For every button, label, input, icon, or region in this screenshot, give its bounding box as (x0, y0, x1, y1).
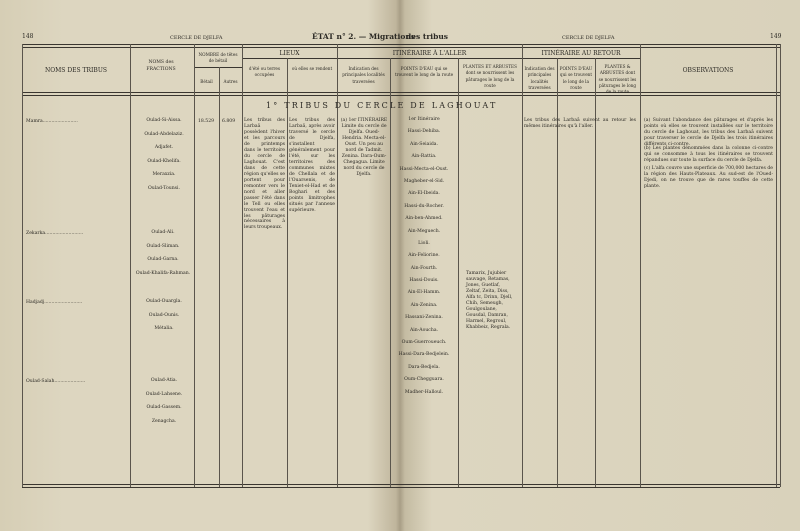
col-retour-localites: Indication des principales localités traversées (524, 66, 555, 90)
water-point: Ain-Aoucha. (409, 327, 439, 333)
water-point: Dara-Bedjela. (408, 364, 440, 370)
water-point: 1er Itinéraire (408, 117, 440, 122)
tribe-name: Mamra........................ (26, 119, 78, 124)
water-point: Ain-Zenina. (410, 302, 438, 308)
col-lieux-rendent: où elles se rendent (291, 66, 333, 71)
tribe-name: Hadjadj.......................... (26, 300, 83, 305)
fraction-item: Oulad-Garna. (147, 257, 179, 263)
tribe-name: Zekarka.......................... (26, 231, 84, 236)
fraction-item: Zenagcha. (151, 418, 177, 424)
plantes-aller-text: Tamarix, Jujubier sauvage, Retamas, Jones, Guetlaf, Zeltaf, Zeita, Diss, Alfa tc, Drinn, Djell, Chih, Semeugh, Goulgoulane, Gousdal, Damran, Harmel, Regroul, Khabbeiz, Regrala. (466, 271, 513, 330)
fraction-item: Adjafet. (154, 145, 174, 151)
fraction-item: Oulad-Khelifa. (147, 158, 181, 164)
left-page-number: 148 (22, 33, 34, 40)
col-lieux: LIEUX (279, 50, 300, 57)
observation-a: (a) Suivant l'abondance des pâturages et d'après les points où elles se trouvent installées sur le territoire du cercle de Laghouat, les tribus des Larbaâ suivent pour traverser le cercle de Djelfa les trois itinéraires différents ci-contre. (644, 118, 773, 147)
observation-c: (c) L'alfa couvre une superficie de 700,000 hectares de la région des Hauts-Plateaux. Au sud-est de l'Oued-Djedi, on ne trouve que de rares touffes de cette plante. (644, 166, 773, 189)
col-retour-points-eau: POINTS D'EAU qui se trouvent le long de la route (559, 66, 593, 90)
retour-localites-text: Les tribus des Larbaâ suivent au retour les mêmes itinéraires qu'à l'aller. (524, 118, 636, 129)
col-aller-points-eau: POINTS D'EAU qui se trouvent le long de la route (394, 66, 454, 78)
water-point: Hassi-Dehiba. (407, 129, 441, 135)
fraction-list (136, 299, 192, 340)
table-title-part2: des tribus (406, 32, 449, 41)
water-point: Ain-Fourth. (410, 265, 438, 271)
lieux-ete-text: Les tribus des Larbaâ possèdent l'hiver et les parcours de printemps dans le territoire du cercle de Laghouat. C'est dans de cette région qu'elles se portent pour remonter vers le nord et aller passer l'été dans le Tell ou elles trouvent l'eau et les pâturages nécessaires à leurs troupeaux. (244, 118, 285, 231)
fraction-list (136, 378, 192, 432)
aller-localites-text: (a) 1er ITINÉRAIRE Limite du cercle de Djelfa. Oued-Hendria. Mecta-el-Oust. Un peu au nord de Tadmit. Zenina. Dara-Oum-Chegagua. Limite nord du cercle de Djelfa. (340, 118, 388, 177)
fraction-item: Oulad-Abdelaziz. (144, 131, 184, 137)
fraction-item: Oulad-Si-Aissa. (146, 118, 182, 123)
water-point: Madher-Halloul. (404, 389, 444, 395)
water-point: Ain-El-Ibeida. (408, 191, 440, 197)
col-nombre: NOMBRE de têtes de bétail (198, 52, 238, 64)
fraction-item: Oulad-Ouargla. (146, 299, 182, 304)
table-title-part1: ÉTAT n° 2. — Migrations (312, 32, 416, 41)
water-point: Hassi-Douis. (409, 278, 439, 284)
col-aller-localites: Indication des principales localités traversées (342, 66, 385, 84)
col-observations: OBSERVATIONS (682, 67, 734, 74)
col-nombre-betail: Bétail (200, 79, 213, 84)
right-running-head: CERCLE DE DJELFA (562, 35, 615, 41)
water-point: Oum-Chegguara. (404, 377, 444, 383)
fraction-item: Meraxzia. (152, 172, 176, 178)
fraction-item: Oulad-Ali. (151, 230, 175, 235)
col-lieux-ete: d'été ou terres occupées (248, 66, 281, 78)
col-retour-plantes: PLANTES & ARBUSTES dont se nourrissent les pâturages le long de la route (598, 64, 637, 95)
water-point: Lioli. (418, 240, 430, 246)
fraction-item: Oulad-Tounsi. (148, 185, 180, 191)
tribe-name: Oulad-Salah..................... (26, 379, 86, 384)
water-point: Ain-El-Hamm. (407, 290, 441, 296)
water-point: Hassi-Dara-Bedjelein. (398, 352, 450, 358)
fraction-item: Oulad-Khalifa-Rahman. (135, 270, 191, 276)
col-itineraire-retour: ITINÉRAIRE AU RETOUR (541, 50, 621, 57)
section-title: 1° TRIBUS DU CERCLE DE LAGHOUAT (266, 101, 498, 110)
col-itineraire-aller: ITINÉRAIRE À L'ALLER (392, 50, 467, 57)
fraction-list (134, 230, 192, 284)
fraction-item: Oulad-Lahsene. (145, 391, 183, 397)
left-running-head: CERCLE DE DJELFA (170, 35, 223, 41)
fraction-item: Oulad-Ounis. (148, 312, 180, 318)
water-point: Hassi-Mecta-el-Oust. (399, 166, 449, 172)
col-nombre-autres: Autres (223, 79, 238, 84)
lieux-rendent-text: Les tribus des Larbaâ, après avoir traversé le cercle de Djelfa, s'installent généralement pour l'été, sur les territoires des communes mixtes de Chellala et de l'Ouarsenis, de Teniet-el-Had et de Boghari et des points limitrophes situés par l'annexe supérieure. (289, 118, 335, 213)
observation-b: (b) Les plantes dénommées dans la colonne ci-contre qui se consomme à tous les itinéraires se trouvent répandues sur toute la surface du cercle de Djelfa. (644, 146, 773, 163)
water-point: Magheber-el-Sid. (403, 178, 445, 184)
col-aller-plantes: PLANTES ET ARBUSTES dont se nourrissent les pâturages le long de la route (463, 64, 517, 88)
water-point: Ain-ben-Ahmed. (405, 216, 443, 222)
water-point: Oum-Guerroueuch. (401, 340, 447, 346)
fraction-list (136, 118, 192, 200)
count-autres: 6.809 (222, 119, 236, 124)
fraction-item: Oulad-Sliman. (146, 243, 180, 249)
fraction-item: Métalia. (154, 326, 174, 332)
fraction-item: Oulad-Atia. (150, 378, 178, 383)
points-eau-list (390, 117, 458, 402)
water-point: Ain-Rattia. (411, 154, 437, 160)
fraction-item: Oulad-Gassem. (146, 405, 182, 411)
water-point: Hassani-Zenina. (405, 315, 443, 321)
col-noms-des-fractions: NOMS des FRACTIONS (146, 60, 176, 72)
water-point: Hassi-du-Rocher. (404, 203, 444, 209)
water-point: Ain-Seiaida. (410, 141, 438, 147)
water-point: Ain-Feliorine. (408, 253, 440, 259)
count-betail: 18.529 (198, 119, 215, 124)
col-noms-des-tribus: NOMS DES TRIBUS (44, 67, 107, 74)
right-page-number: 149 (770, 33, 782, 40)
water-point: Ain-Meguech. (407, 228, 441, 234)
